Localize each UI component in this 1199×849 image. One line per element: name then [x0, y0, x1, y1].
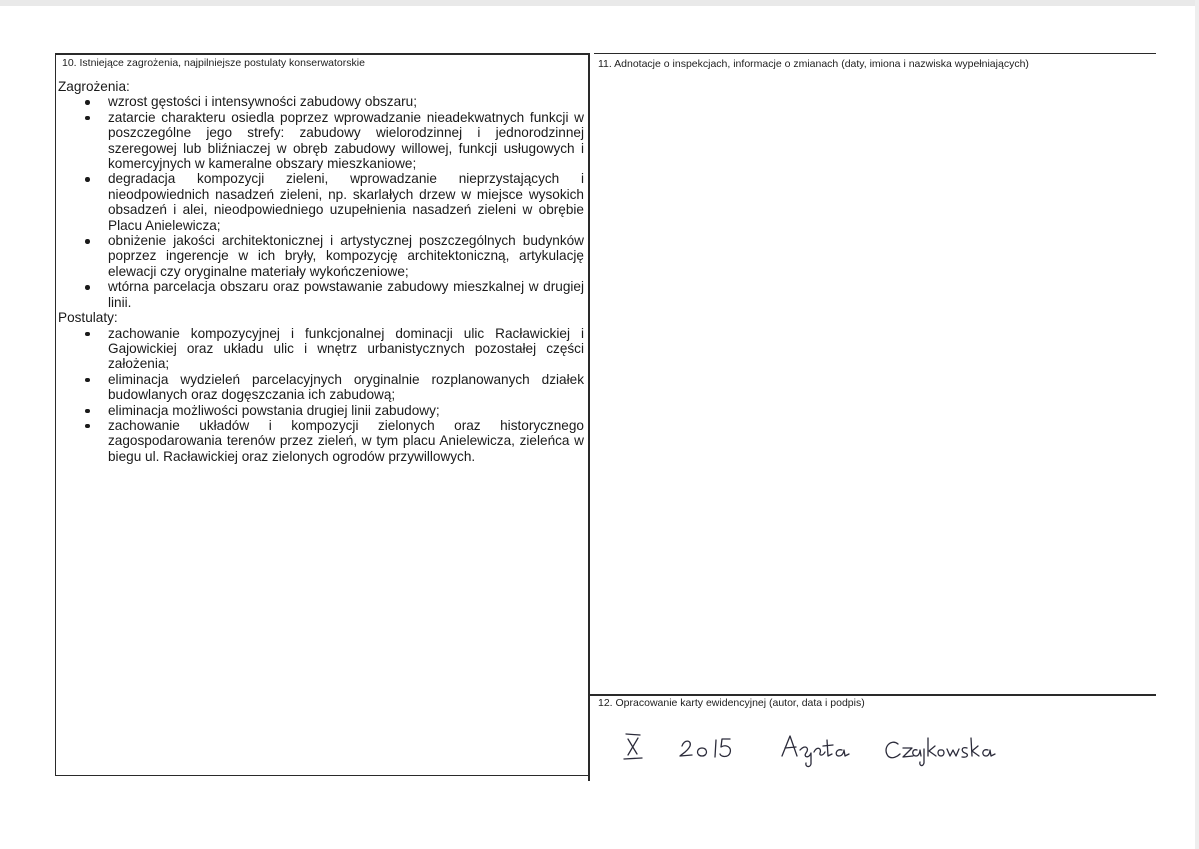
bullet-icon [85, 285, 90, 290]
section12-header: 12. Opracowanie karty ewidencyjnej (autor, data i podpis) [598, 697, 865, 709]
list-item: wtórna parcelacja obszaru oraz powstawanie zabudowy mieszkalnej w drugiej linii. [108, 279, 584, 310]
bullet-icon [85, 424, 90, 429]
scan-edge-right [1195, 0, 1199, 849]
bullet-icon [85, 100, 90, 105]
list-item: eliminacja wydzieleń parcelacyjnych oryginalnie rozplanowanych działek budowlanych oraz dogęszczania ich zabudową; [108, 372, 584, 403]
list-item: eliminacja możliwości powstania drugiej linii zabudowy; [108, 403, 584, 418]
handwritten-signature [620, 726, 1000, 776]
bottom-rule [55, 775, 590, 776]
section10-content [58, 79, 584, 464]
scan-edge-top [0, 0, 1199, 6]
list-item: zatarcie charakteru osiedla poprzez wprowadzanie nieadekwatnych funkcji w poszczególne jego strefy: zabudowy wielorodzinnej i jednorodzinnej szeregowej lub bliźniaczej w obręb zabudowy willowej, funkcji usługowych i komercyjnych w kameralne obszary mieszkaniowe; [108, 110, 584, 172]
bullet-icon [85, 177, 90, 182]
bullet-icon [85, 116, 90, 121]
bullet-icon [85, 378, 90, 383]
section10-header: 10. Istniejące zagrożenia, najpilniejsze postulaty konserwatorskie [62, 57, 365, 69]
list-item: degradacja kompozycji zieleni, wprowadzanie nieprzystających i nieodpowiednich nasadzeń zieleni, np. skarlałych drzew w miejsce wysokich obsadzeń i alei, nieodpowiedniego uzupełnienia nasadzeń zieleni w obrębie Placu Anielewicza; [108, 171, 584, 233]
section12-top-rule [590, 694, 1156, 696]
threats-list [58, 94, 584, 310]
list-item: obniżenie jakości architektonicznej i artystycznej poszczególnych budynków poprzez ingerencje w ich bryły, kompozycję architektoniczną, artykulację elewacji czy oryginalne materiały wykończeniowe; [108, 233, 584, 279]
left-column-rule [55, 53, 56, 776]
postulates-list [58, 326, 584, 465]
threats-title: Zagrożenia: [58, 79, 130, 94]
bullet-icon [85, 332, 90, 337]
list-item: wzrost gęstości i intensywności zabudowy obszaru; [108, 94, 584, 109]
list-item: zachowanie kompozycyjnej i funkcjonalnej dominacji ulic Racławickiej i Gajowickiej oraz układu ulic i wnętrz urbanistycznych pozostałej części założenia; [108, 326, 584, 372]
section11-header: 11. Adnotacje o inspekcjach, informacje o zmianach (daty, imiona i nazwiska wypełniających) [598, 58, 1029, 70]
bullet-icon [85, 409, 90, 414]
column-divider-rule [588, 53, 590, 781]
list-item: zachowanie układów i kompozycji zielonych oraz historycznego zagospodarowania terenów przez zieleń, w tym placu Anielewicza, zieleńca w biegu ul. Racławickiej oraz zielonych ogrodów przywillowych. [108, 418, 584, 464]
top-rule-left [55, 53, 589, 55]
postulates-title: Postulaty: [58, 310, 118, 326]
top-rule-right [594, 53, 1156, 54]
bullet-icon [85, 239, 90, 244]
